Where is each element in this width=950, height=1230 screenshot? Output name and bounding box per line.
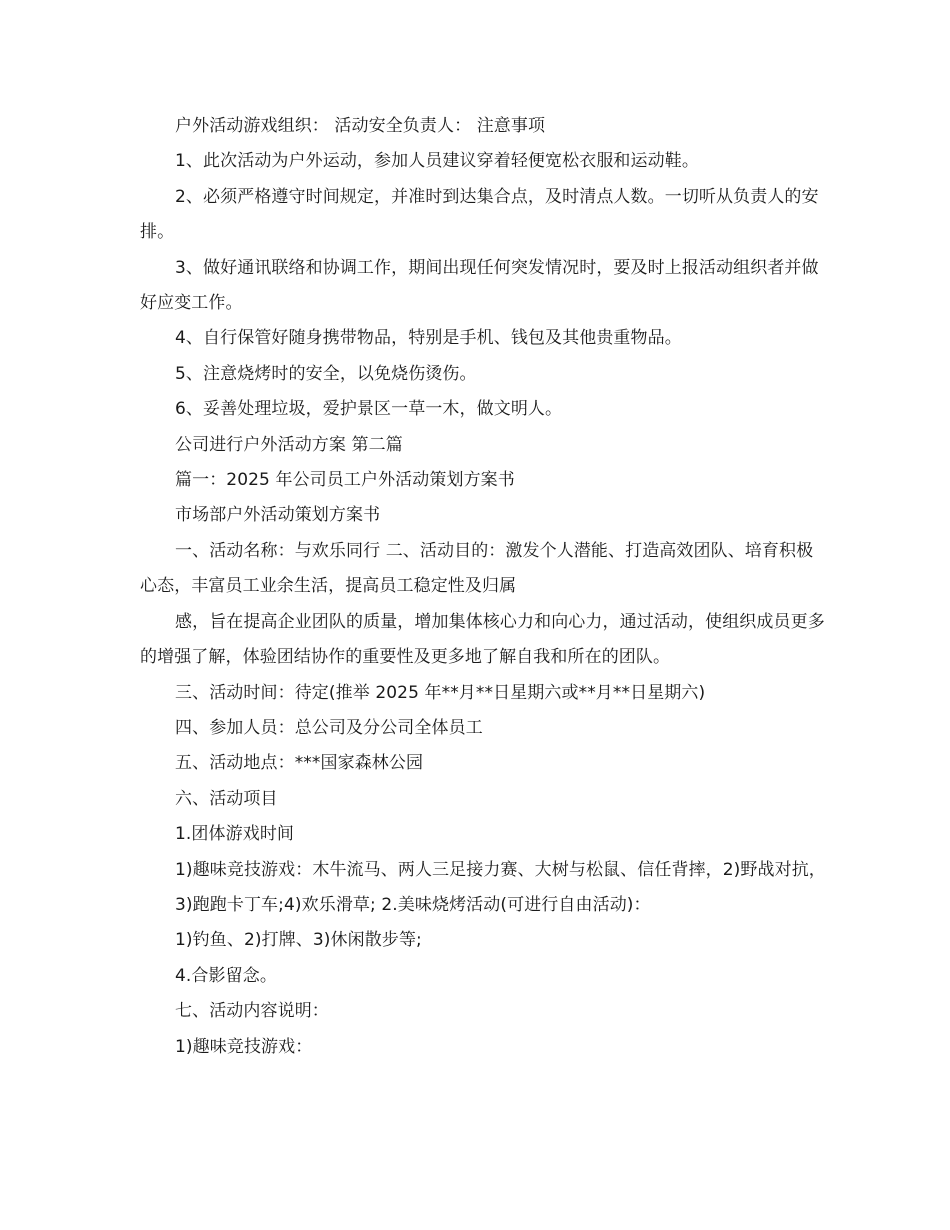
paragraph-group-games: 1.团体游戏时间 (175, 824, 295, 845)
paragraph-note-2: 2、必须严格遵守时间规定，并准时到达集合点，及时清点人数。一切听从负责人的安排。 (140, 186, 819, 243)
paragraph-note-4: 4、自行保管好随身携带物品，特别是手机、钱包及其他贵重物品。 (175, 328, 682, 349)
plan-subtitle: 市场部户外活动策划方案书 (175, 505, 381, 526)
paragraph-activity-time: 三、活动时间：待定(推举 2025 年**月**日星期六或**月**日星期六) (175, 682, 706, 703)
paragraph-participants: 四、参加人员：总公司及分公司全体员工 (175, 717, 483, 738)
paragraph-activity-items: 六、活动项目 (175, 788, 278, 809)
paragraph-location: 五、活动地点：***国家森林公园 (175, 753, 424, 774)
paragraph-fun-games: 1)趣味竞技游戏：木牛流马、两人三足接力赛、大树与松鼠、信任背摔，2)野战对抗， (175, 859, 826, 880)
paragraph-content-description: 七、活动内容说明： (175, 1001, 329, 1022)
paragraph-note-5: 5、注意烧烤时的安全，以免烧伤烫伤。 (175, 363, 477, 384)
paragraph-activity-name-purpose: 一、活动名称：与欢乐同行 二、活动目的：激发个人潜能、打造高效团队、培育积极心态，丰富员工业余生活，提高员工稳定性及归属 (140, 540, 814, 597)
paragraph-note-1: 1、此次活动为户外运动，参加人员建议穿着轻便宽松衣服和运动鞋。 (175, 151, 699, 172)
paragraph-note-6: 6、妥善处理垃圾，爱护景区一草一木，做文明人。 (175, 399, 563, 420)
paragraph-fun-games-detail: 1)趣味竞技游戏： (175, 1036, 313, 1057)
paragraph-purpose-continued: 感，旨在提高企业团队的质量，增加集体核心力和向心力，通过活动，使组织成员更多的增强了解，体验团结协作的重要性及更多地了解自我和所在的团队。 (140, 611, 825, 668)
paragraph-organization: 户外活动游戏组织： 活动安全负责人： 注意事项 (175, 116, 546, 136)
section-heading-second: 公司进行户外活动方案 第二篇 (175, 434, 403, 455)
plan-title: 篇一：2025 年公司员工户外活动策划方案书 (175, 470, 515, 491)
paragraph-free-activities: 1)钓鱼、2)打牌、3)休闲散步等; (175, 930, 422, 951)
paragraph-karting-bbq: 3)跑跑卡丁车;4)欢乐滑草; 2.美味烧烤活动(可进行自由活动)： (175, 894, 651, 915)
document-body (140, 109, 830, 1065)
paragraph-group-photo: 4.合影留念。 (175, 965, 277, 986)
paragraph-note-3: 3、做好通讯联络和协调工作，期间出现任何突发情况时，要及时上报活动组织者并做好应变工作。 (140, 257, 819, 314)
